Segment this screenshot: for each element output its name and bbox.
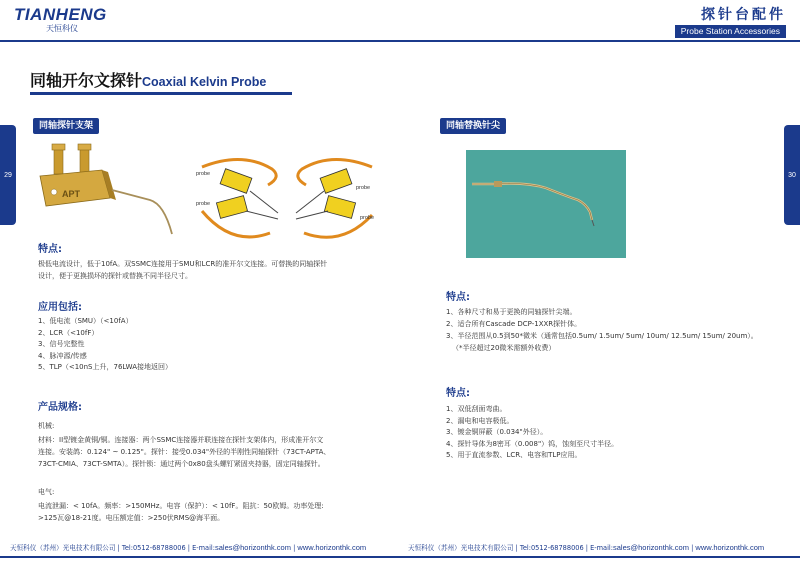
list-item: 5、TLP（<10nS上升，76LWA接地返回） — [38, 363, 172, 371]
list-item: 4、探针导体为8密耳（0.008"）钨，蚀刻至尺寸半径。 — [446, 439, 619, 448]
text-line: 材料：II型镀金黄铜/铜。连接器：两个SSMC连接器并联连接在探针支架体内，形成准开尔文 — [38, 436, 324, 444]
header-title-en: Probe Station Accessories — [675, 25, 786, 38]
header-title-cn: 探针台配件 — [701, 7, 786, 23]
spec-mechanical-text — [38, 434, 330, 470]
features-heading-left: 特点: — [38, 244, 62, 255]
spec-heading: 产品规格: — [38, 402, 82, 413]
logo-text: TIANHENG — [14, 5, 107, 24]
list-item: 4、脉冲源/传感 — [38, 351, 87, 360]
footer-email-label: E-mail: — [590, 544, 613, 552]
logo-subtext: 天恒科仪 — [46, 24, 78, 33]
text-line: 极低电流设计，低于10fA。双SSMC连接用于SMU和LCR的准开尔文连接。可替换的同轴探针 — [38, 260, 328, 268]
footer-tel: Tel:0512-68788006 — [121, 544, 186, 552]
footer-website-link[interactable]: www.horizonthk.com — [297, 543, 367, 552]
features-list-right-2 — [446, 404, 618, 462]
page-title-en: Coaxial Kelvin Probe — [142, 75, 267, 89]
probe-tip-image — [466, 150, 626, 258]
header-title-block — [675, 6, 786, 38]
features-text-left — [38, 258, 327, 282]
features-heading-right-1: 特点: — [446, 292, 470, 303]
spec-mechanical-label: 机械: — [38, 422, 55, 430]
diagram-label-probe: probe — [360, 215, 375, 221]
page-title — [30, 68, 266, 91]
section-tag-probe-holder: 同轴探针支架 — [33, 118, 99, 134]
spec-electrical-label: 电气: — [38, 488, 55, 496]
footer-email-label: E-mail: — [192, 544, 215, 552]
list-item: 1、各种尺寸和易于更换的同轴探针尖端。 — [446, 308, 577, 316]
footer-company: 天恒科仪（苏州）光电技术有限公司 — [10, 544, 116, 552]
footer-website-link[interactable]: www.horizonthk.com — [695, 543, 765, 552]
list-item: 3、半径范围从0.5到50*微米（通常包括0.5um/ 1.5um/ 5um/ 10um/ 12.5um/ 15um/ 20um）。 — [446, 332, 758, 340]
probe-holder-image — [32, 140, 182, 240]
section-tag-replacement-tip: 同轴替换针尖 — [440, 118, 506, 134]
list-item: 1、低电流（SMU）（<10fA） — [38, 317, 133, 325]
list-item: 1、双低刮面弯曲。 — [446, 405, 507, 413]
footer-tel: Tel:0512-68788006 — [519, 544, 584, 552]
company-logo — [14, 6, 134, 36]
text-line: 电流泄漏：< 10fA。频率：>150MHz。电容（保护）：< 10fF。阻抗：50欧姆。功率处理: — [38, 502, 324, 510]
footer-left: 天恒科仪（苏州）光电技术有限公司 | Tel:0512-68788006 | E-mail:sales@horizonthk.com | www.horizonthk.com — [10, 543, 367, 552]
text-line: 73CT-CMIA、73CT-SMTA）。探针锁：通过两个0x80盘头螺钉紧固夹持器，固定同轴探针。 — [38, 460, 325, 468]
footer-email-link[interactable]: sales@horizonthk.com — [613, 543, 689, 552]
page-number-right: 30 — [784, 125, 800, 225]
applications-heading: 应用包括: — [38, 302, 82, 313]
list-item: 5、用于直流参数、LCR、电容和TLP应用。 — [446, 451, 582, 459]
text-line: >125瓦@18-21度。电压额定值：>250伏RMS@海平面。 — [38, 514, 225, 522]
list-item: 2、漏电和电容极低。 — [446, 416, 514, 425]
footer-divider — [0, 556, 800, 558]
list-item: 2、LCR（<10fF） — [38, 328, 99, 337]
text-line: 设计，便于更换损坏的探针或替换不同半径尺寸。 — [38, 272, 192, 280]
features-heading-right-2: 特点: — [446, 388, 470, 399]
footer-company: 天恒科仪（苏州）光电技术有限公司 — [408, 544, 514, 552]
diagram-label-probe: probe — [196, 171, 211, 177]
diagram-label-probe: probe — [196, 201, 211, 207]
product-marking: APT — [62, 189, 80, 199]
spec-electrical-text — [38, 500, 324, 524]
footer-right: 天恒科仪（苏州）光电技术有限公司 | Tel:0512-68788006 | E-mail:sales@horizonthk.com | www.horizonthk.com — [408, 543, 765, 552]
applications-list — [38, 316, 172, 374]
header-divider — [0, 40, 800, 42]
list-item: 2、适合所有Cascade DCP-1XXR探针体。 — [446, 320, 582, 328]
title-underline — [30, 92, 292, 95]
page-title-cn: 同轴开尔文探针 — [30, 71, 143, 90]
footer-email-link[interactable]: sales@horizonthk.com — [215, 543, 291, 552]
page-number-left: 29 — [0, 125, 16, 225]
kelvin-probe-diagram — [192, 155, 382, 245]
text-line: 连接。安装鸽：0.124" ~ 0.125"。探针：接受0.034"外径的半刚性同轴探针（73CT-APTA、 — [38, 448, 331, 456]
features-list-right-1 — [446, 306, 758, 354]
list-item: 3、信号完整性 — [38, 340, 85, 348]
diagram-label-probe: probe — [356, 185, 371, 191]
list-item: 3、镀金铜屏蔽（0.034"外径）。 — [446, 428, 548, 436]
replacement-tip-photo — [466, 150, 626, 258]
list-item-note: （*半径超过20微米需额外收费） — [452, 344, 556, 352]
